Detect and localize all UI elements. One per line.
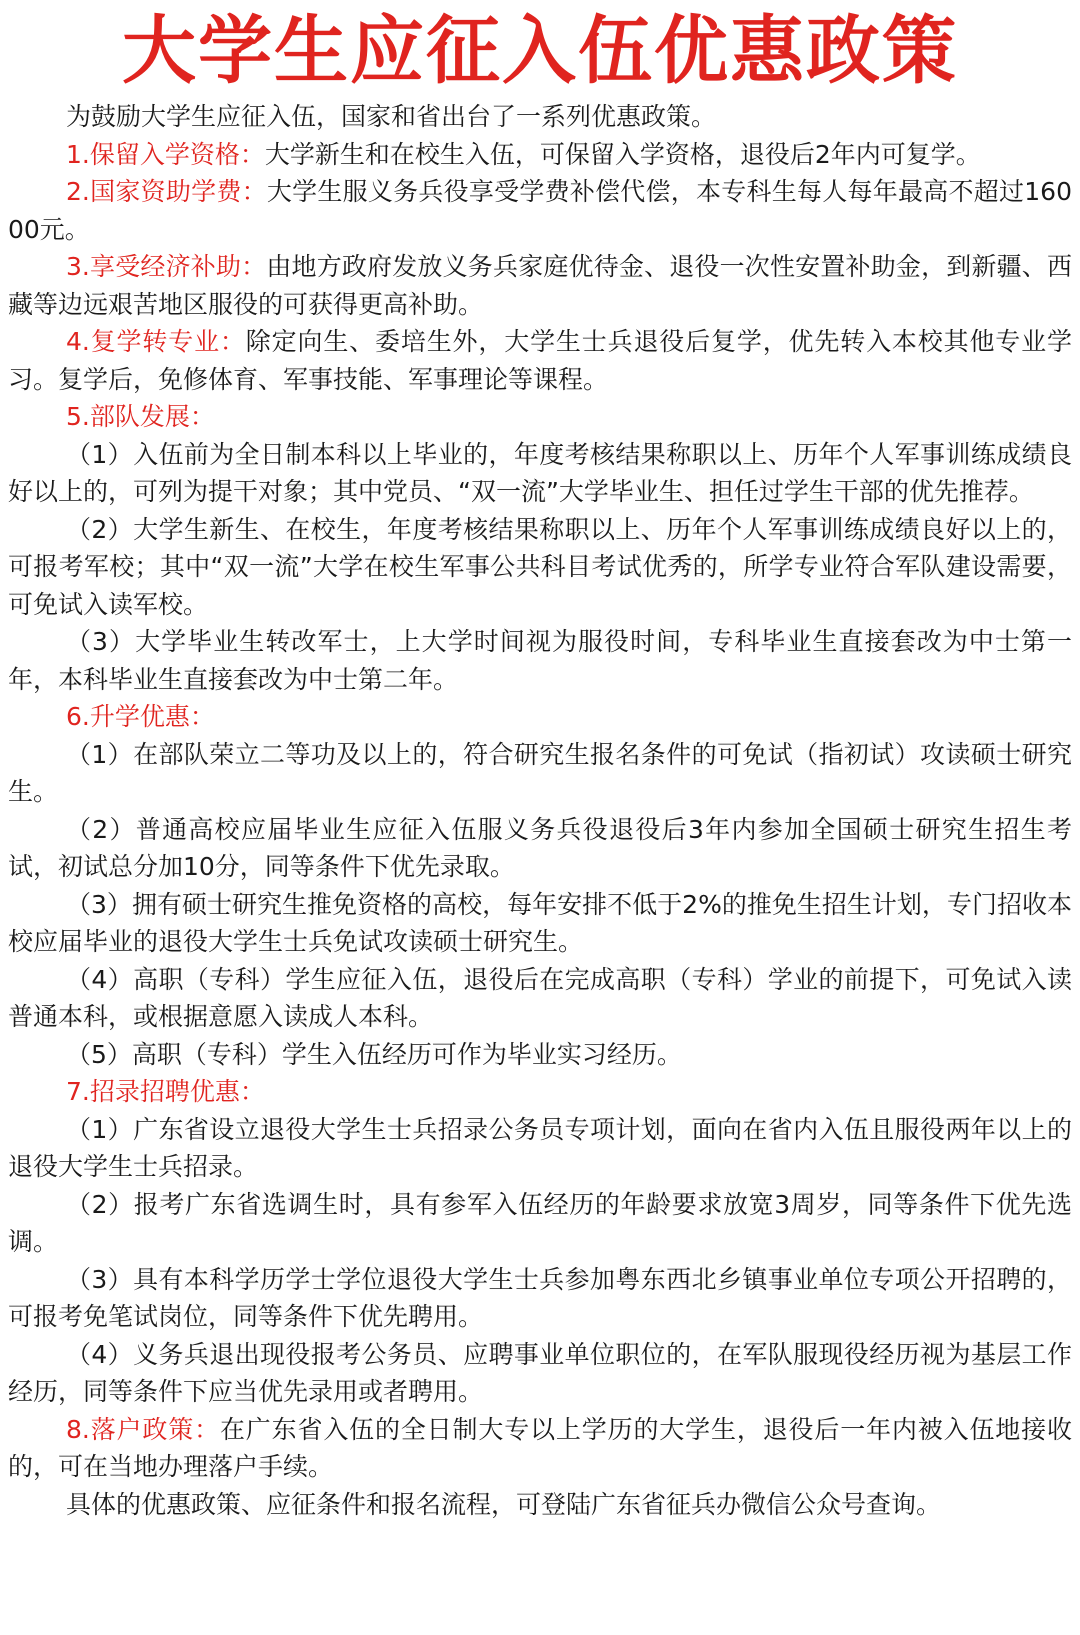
policy-text: 大学生服义务兵役享受学费补偿代偿，本专科生每人每年最高不超过16000元。 — [8, 177, 1072, 244]
footer-note: 具体的优惠政策、应征条件和报名流程，可登陆广东省征兵办微信公众号查询。 — [66, 1489, 942, 1519]
policy-heading: 3.享受经济补助： — [66, 252, 267, 281]
policy-heading-6: 6.升学优惠： — [66, 702, 215, 731]
policy-subitem: （5）高职（专科）学生入伍经历可作为毕业实习经历。 — [66, 1039, 682, 1069]
policy-item-4 — [8, 323, 1072, 398]
policy-item-3 — [8, 248, 1072, 323]
policy-heading-7: 7.招录招聘优惠： — [66, 1077, 265, 1106]
policy-content — [8, 98, 1072, 1523]
policy-subitem: （2）普通高校应届毕业生应征入伍服义务兵役退役后3年内参加全国硕士研究生招生考试，初试总分加10分，同等条件下优先录取。 — [8, 814, 1072, 881]
policy-text: 在广东省入伍的全日制大专以上学历的大学生，退役后一年内被入伍地接收的，可在当地办理落户手续。 — [8, 1414, 1072, 1481]
policy-heading-5: 5.部队发展： — [66, 402, 215, 431]
policy-subitem: （2）大学生新生、在校生，年度考核结果称职以上、历年个人军事训练成绩良好以上的，可报考军校；其中“双一流”大学在校生军事公共科目考试优秀的，所学专业符合军队建设需要，可免试入读军校。 — [8, 514, 1072, 619]
page-title: 大学生应征入伍优惠政策 — [122, 8, 958, 94]
policy-heading: 2.国家资助学费： — [66, 177, 267, 206]
policy-heading: 4.复学转专业： — [66, 327, 246, 356]
policy-item-1 — [8, 136, 1072, 174]
policy-heading: 8.落户政策： — [66, 1414, 220, 1444]
policy-subitem: （4）高职（专科）学生应征入伍，退役后在完成高职（专科）学业的前提下，可免试入读普通本科，或根据意愿入读成人本科。 — [8, 964, 1072, 1031]
policy-subitem: （1）入伍前为全日制本科以上毕业的，年度考核结果称职以上、历年个人军事训练成绩良好以上的，可列为提干对象；其中党员、“双一流”大学毕业生、担任过学生干部的优先推荐。 — [8, 439, 1072, 506]
policy-subitem: （3）具有本科学历学士学位退役大学生士兵参加粤东西北乡镇事业单位专项公开招聘的，可报考免笔试岗位，同等条件下优先聘用。 — [8, 1264, 1072, 1331]
policy-text: 除定向生、委培生外，大学生士兵退役后复学，优先转入本校其他专业学习。复学后，免修体育、军事技能、军事理论等课程。 — [8, 327, 1072, 394]
policy-item-2 — [8, 173, 1072, 248]
policy-subitem: （1）在部队荣立二等功及以上的，符合研究生报名条件的可免试（指初试）攻读硕士研究生。 — [8, 739, 1072, 806]
policy-heading: 1.保留入学资格： — [66, 139, 265, 169]
policy-subitem: （1）广东省设立退役大学生士兵招录公务员专项计划，面向在省内入伍且服役两年以上的退役大学生士兵招录。 — [8, 1114, 1072, 1181]
policy-subitem: （4）义务兵退出现役报考公务员、应聘事业单位职位的，在军队服现役经历视为基层工作经历，同等条件下应当优先录用或者聘用。 — [8, 1339, 1072, 1406]
policy-item-8 — [8, 1411, 1072, 1486]
intro-paragraph: 为鼓励大学生应征入伍，国家和省出台了一系列优惠政策。 — [66, 102, 717, 131]
policy-subitem: （2）报考广东省选调生时，具有参军入伍经历的年龄要求放宽3周岁，同等条件下优先选调。 — [8, 1189, 1072, 1256]
policy-subitem: （3）拥有硕士研究生推免资格的高校，每年安排不低于2%的推免生招生计划，专门招收本校应届毕业的退役大学生士兵免试攻读硕士研究生。 — [8, 889, 1072, 956]
policy-subitem: （3）大学毕业生转改军士，上大学时间视为服役时间，专科毕业生直接套改为中士第一年，本科毕业生直接套改为中士第二年。 — [8, 627, 1072, 694]
policy-text: 大学新生和在校生入伍，可保留入学资格，退役后2年内可复学。 — [264, 139, 981, 169]
policy-text: 由地方政府发放义务兵家庭优待金、退役一次性安置补助金，到新疆、西藏等边远艰苦地区服役的可获得更高补助。 — [8, 252, 1072, 319]
